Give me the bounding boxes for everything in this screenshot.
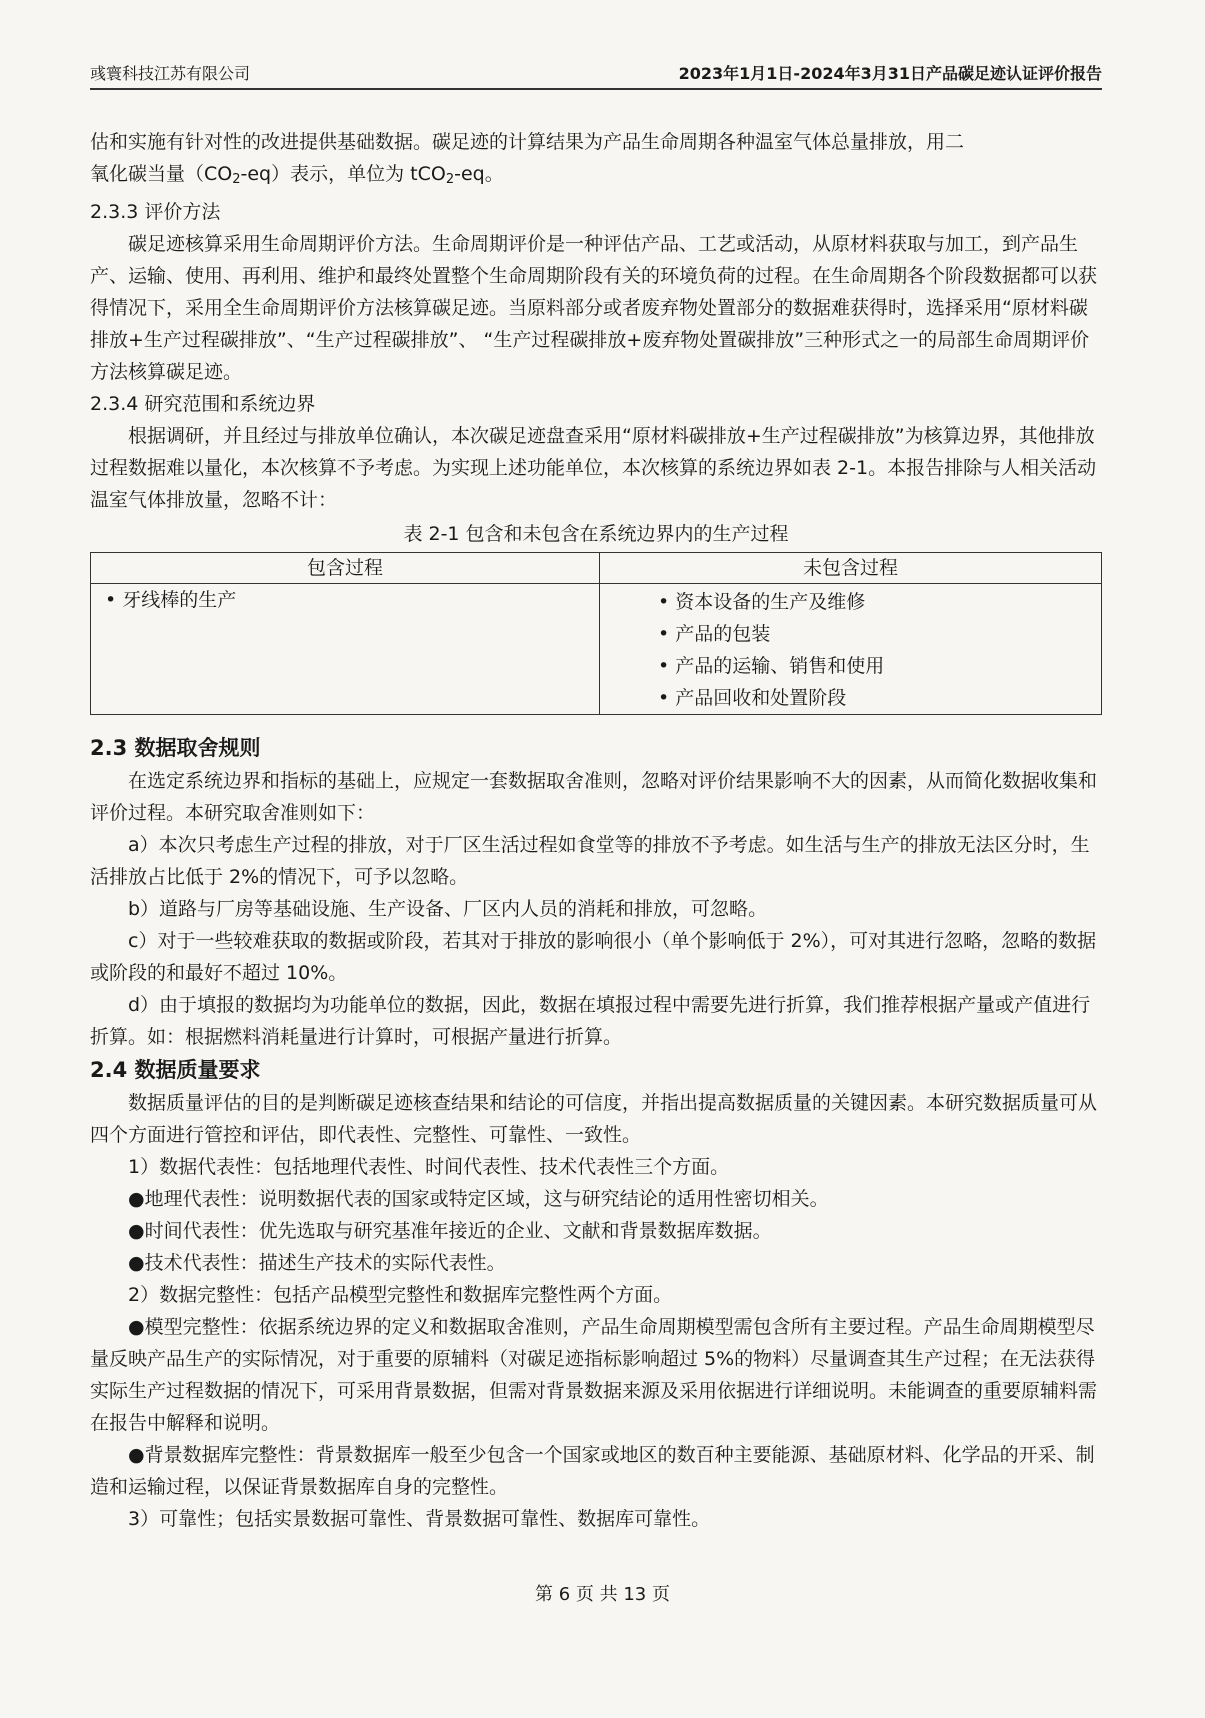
excluded-item: • 资本设备的生产及维修 — [658, 586, 1087, 618]
quality-2: 2）数据完整性：包括产品模型完整性和数据库完整性两个方面。 — [128, 1284, 673, 1306]
col-included-header: 包含过程 — [91, 553, 600, 584]
page-header — [90, 62, 1102, 90]
page-number: 第 6 页 共 13 页 — [535, 1584, 670, 1605]
report-title: 2023年1月1日-2024年3月31日产品碳足迹认证评价报告 — [678, 64, 1102, 83]
rule-b: b）道路与厂房等基础设施、生产设备、厂区内人员的消耗和排放，可忽略。 — [128, 898, 768, 920]
quality-2b: ●背景数据库完整性：背景数据库一般至少包含一个国家或地区的数百种主要能源、基础原材料、化学品的开采、制造和运输过程，以保证背景数据库自身的完整性。 — [90, 1444, 1095, 1498]
intro-line-2a: 氧化碳当量（CO — [90, 163, 233, 185]
heading-2-4: 2.4 数据质量要求 — [90, 1058, 261, 1082]
quality-1: 1）数据代表性：包括地理代表性、时间代表性、技术代表性三个方面。 — [128, 1156, 730, 1178]
para-2-3: 在选定系统边界和指标的基础上，应规定一套数据取舍准则，忽略对评价结果影响不大的因素，从而简化数据收集和评价过程。本研究取舍准则如下： — [90, 770, 1098, 824]
intro-line-2c: -eq。 — [454, 163, 504, 185]
rule-a: a）本次只考虑生产过程的排放，对于厂区生活过程如食堂等的排放不予考虑。如生活与生产的排放无法区分时，生活排放占比低于 2%的情况下，可予以忽略。 — [90, 834, 1090, 888]
subscript-2: 2 — [232, 172, 241, 187]
para-2-3-3: 碳足迹核算采用生命周期评价方法。生命周期评价是一种评估产品、工艺或活动，从原材料获取与加工，到产品生产、运输、使用、再利用、维护和最终处置整个生命周期阶段有关的环境负荷的过程。在生命周期各个阶段数据都可以获得情况下，采用全生命周期评价方法核算碳足迹。当原料部分或者废弃物处置部分的数据难获得时，选择采用“原材料碳排放+生产过程碳排放”、“生产过程碳排放”、 “生产过程碳排放+废弃物处置碳排放”三种形式之一的局部生命周期评价方法核算碳足迹。 — [90, 233, 1098, 383]
rule-c: c）对于一些较难获取的数据或阶段，若其对于排放的影响很小（单个影响低于 2%），可对其进行忽略，忽略的数据或阶段的和最好不超过 10%。 — [90, 930, 1097, 984]
intro-paragraph — [90, 126, 1102, 196]
quality-3: 3）可靠性；包括实景数据可靠性、背景数据可靠性、数据库可靠性。 — [128, 1508, 711, 1530]
heading-2-3-3: 2.3.3 评价方法 — [90, 201, 221, 223]
included-cell — [91, 584, 600, 715]
boundary-table — [90, 552, 1102, 715]
included-item: • 牙线棒的生产 — [105, 584, 585, 616]
table-caption: 表 2-1 包含和未包含在系统边界内的生产过程 — [403, 523, 789, 545]
quality-1c: ●技术代表性：描述生产技术的实际代表性。 — [128, 1252, 506, 1274]
quality-1b: ●时间代表性：优先选取与研究基准年接近的企业、文献和背景数据库数据。 — [128, 1220, 772, 1242]
page-body — [90, 126, 1102, 1535]
col-excluded-header: 未包含过程 — [600, 553, 1102, 584]
excluded-item: • 产品的运输、销售和使用 — [658, 650, 1087, 682]
rule-d: d）由于填报的数据均为功能单位的数据，因此，数据在填报过程中需要先进行折算，我们推荐根据产量或产值进行折算。如：根据燃料消耗量进行计算时，可根据产量进行折算。 — [90, 994, 1091, 1048]
excluded-item: • 产品回收和处置阶段 — [658, 682, 1087, 714]
intro-line-2b: -eq）表示，单位为 tCO — [240, 163, 446, 185]
intro-line-1: 估和实施有针对性的改进提供基础数据。碳足迹的计算结果为产品生命周期各种温室气体总量排放，用二 — [90, 131, 965, 153]
para-2-3-4: 根据调研，并且经过与排放单位确认，本次碳足迹盘查采用“原材料碳排放+生产过程碳排放”为核算边界，其他排放过程数据难以量化，本次核算不予考虑。为实现上述功能单位，本次核算的系统边界如表 2-1。本报告排除与人相关活动温室气体排放量，忽略不计： — [90, 425, 1097, 511]
heading-2-3: 2.3 数据取舍规则 — [90, 736, 261, 760]
para-2-4: 数据质量评估的目的是判断碳足迹核查结果和结论的可信度，并指出提高数据质量的关键因素。本研究数据质量可从四个方面进行管控和评估，即代表性、完整性、可靠性、一致性。 — [90, 1092, 1098, 1146]
heading-2-3-4: 2.3.4 研究范围和系统边界 — [90, 393, 316, 415]
excluded-cell — [600, 584, 1102, 715]
quality-1a: ●地理代表性：说明数据代表的国家或特定区域，这与研究结论的适用性密切相关。 — [128, 1188, 829, 1210]
subscript-2b: 2 — [445, 172, 455, 187]
excluded-item: • 产品的包装 — [658, 618, 1087, 650]
quality-2a: ●模型完整性：依据系统边界的定义和数据取舍准则，产品生命周期模型需包含所有主要过程。产品生命周期模型尽量反映产品生产的实际情况，对于重要的原辅料（对碳足迹指标影响超过 5%的物料）尽量调查其生产过程；在无法获得实际生产过程数据的情况下，可采用背景数据，但需对背景数据来源及采用依据进行详细说明。未能调查的重要原辅料需在报告中解释和说明。 — [90, 1316, 1098, 1434]
company-name: 彧寰科技江苏有限公司 — [90, 64, 251, 83]
